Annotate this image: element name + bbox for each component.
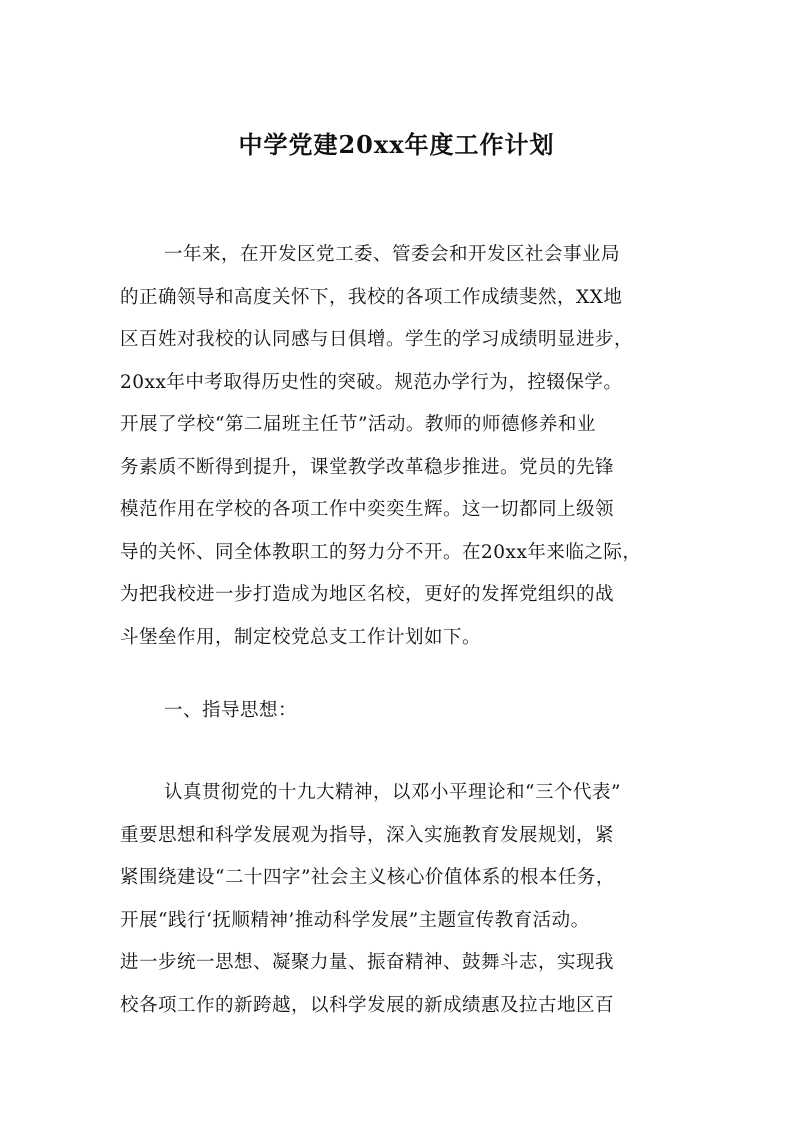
paragraph-2-line-1: 认真贯彻党的十九大精神，以邓小平理论和“三个代表” — [164, 782, 621, 803]
section-1-heading: 一、指导思想： — [164, 700, 298, 721]
paragraph-2-line-3: 紧围绕建设“二十四字”社会主义核心价值体系的根本任务， — [120, 867, 615, 888]
paragraph-1-line-8: 导的关怀、同全体教职工的努力分不开。在20xx年来临之际， — [120, 542, 642, 563]
document-title: 中学党建20xx年度工作计划 — [238, 130, 555, 159]
paragraph-2-line-2: 重要思想和科学发展观为指导，深入实施教育发展规划，紧 — [120, 825, 615, 846]
paragraph-2-line-5: 进一步统一思想、凝聚力量、振奋精神、鼓舞斗志，实现我 — [120, 952, 615, 973]
paragraph-1-line-4: 20xx年中考取得历史性的突破。规范办学行为，控辍保学。 — [120, 372, 623, 393]
paragraph-2-line-4: 开展“践行‘抚顺精神’推动科学发展”主题宣传教育活动。 — [120, 910, 590, 931]
paragraph-1-line-3: 区百姓对我校的认同感与日俱增。学生的学习成绩明显进步， — [120, 329, 634, 350]
paragraph-2-line-6: 校各项工作的新跨越，以科学发展的新成绩惠及拉古地区百 — [120, 995, 615, 1016]
paragraph-1-line-1: 一年来，在开发区党工委、管委会和开发区社会事业局 — [164, 244, 621, 265]
paragraph-1-line-6: 务素质不断得到提升，课堂教学改革稳步推进。党员的先锋 — [120, 457, 615, 478]
paragraph-1-line-7: 模范作用在学校的各项工作中奕奕生辉。这一切都同上级领 — [120, 499, 615, 520]
paragraph-1-line-10: 斗堡垒作用，制定校党总支工作计划如下。 — [120, 627, 482, 648]
paragraph-1-line-2: 的正确领导和高度关怀下，我校的各项工作成绩斐然，XX地 — [120, 287, 623, 308]
paragraph-1-line-5: 开展了学校“第二届班主任节”活动。教师的师德修养和业 — [120, 414, 596, 435]
paragraph-1-line-9: 为把我校进一步打造成为地区名校，更好的发挥党组织的战 — [120, 584, 615, 605]
